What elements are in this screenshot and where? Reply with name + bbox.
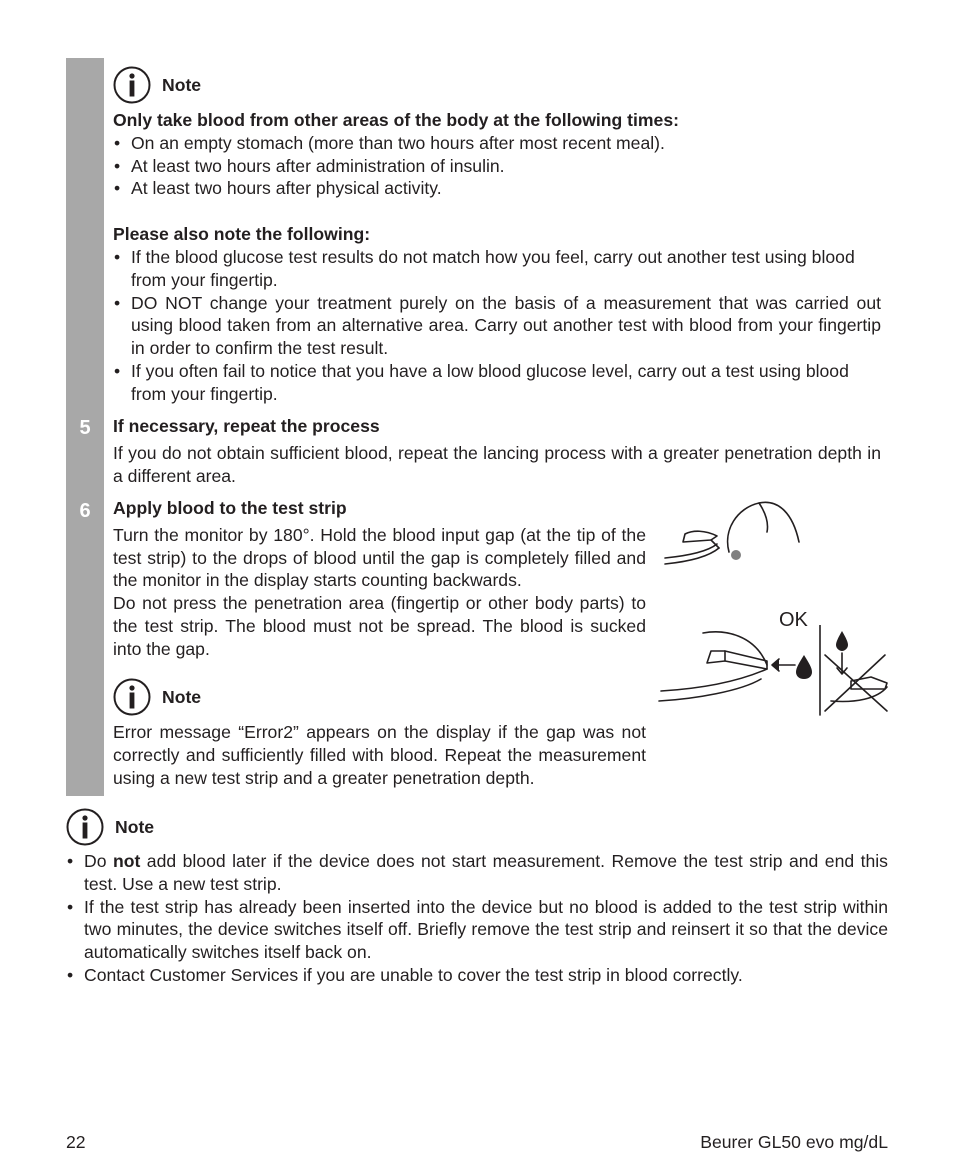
list-item: • If the test strip has already been inserted into the device but no blood is added to the test strip within two minutes, the device switches itself off. Briefly remove the test strip and reinsert it so that the device automatically switches itself back on. (66, 896, 888, 964)
bottom-note-list (66, 850, 888, 987)
note-body-top (113, 109, 881, 406)
info-icon (113, 66, 151, 104)
list-item: • On an empty stomach (more than two hours after most recent meal). (113, 132, 881, 155)
item-text: Do (84, 851, 113, 871)
step5-text: If you do not obtain sufficient blood, repeat the lancing process with a greater penetration depth in a different area. (113, 442, 881, 486)
step6-note-text: Error message “Error2” appears on the display if the gap was not correctly and sufficiently filled with blood. Repeat the measurement using a new test strip and a greater penetration depth. (113, 722, 646, 788)
step-number-6: 6 (79, 500, 91, 522)
product-name: Beurer GL50 evo mg/dL (700, 1132, 888, 1152)
list-item: • If you often fail to notice that you have a low blood glucose level, carry out a test using blood from your fingertip. (113, 360, 881, 406)
step5-title: If necessary, repeat the process (113, 416, 380, 436)
list-item (66, 850, 888, 896)
note-header-top (113, 65, 201, 105)
note-header-bottom (66, 807, 154, 847)
info-icon (113, 678, 151, 716)
step6-block (113, 497, 646, 661)
note-label: Note (115, 816, 155, 837)
step6-title: Apply blood to the test strip (113, 498, 347, 518)
list-item: • Contact Customer Services if you are unable to cover the test strip in blood correctly. (66, 964, 888, 987)
list-item: • DO NOT change your treatment purely on the basis of a measurement that was carried out using blood taken from an alternative area. Carry out another test with blood from your fingertip in order to confirm the test result. (113, 292, 881, 360)
info-icon (66, 808, 104, 846)
step-number-5: 5 (79, 417, 91, 439)
ok-label: OK (779, 609, 808, 631)
step5-block (113, 415, 881, 487)
item-text: add blood later if the device does not start measurement. Remove the test strip and end this test. Use a new test strip. (84, 851, 888, 894)
list-item: • If the blood glucose test results do not match how you feel, carry out another test using blood from your fingertip. (113, 246, 881, 292)
list-item: • At least two hours after physical activity. (113, 177, 881, 200)
note-label: Note (162, 74, 202, 95)
page-number: 22 (66, 1132, 86, 1152)
finger-illustration (655, 500, 815, 580)
note-label: Note (162, 686, 202, 707)
item-emphasis: not (112, 851, 141, 871)
step6-text2: Do not press the penetration area (fingertip or other body parts) to the test strip. The blood must not be spread. The blood is sucked into the gap. (113, 593, 646, 659)
test-strip-illustration (655, 625, 895, 717)
note-heading-also: Please also note the following: (113, 224, 371, 245)
note-header-step6 (113, 677, 201, 717)
step6-text1: Turn the monitor by 180°. Hold the blood input gap (at the tip of the test strip) to the drops of blood until the gap is completely filled and the monitor in the display starts counting backwards. (113, 524, 646, 591)
bottom-note-body (66, 850, 888, 987)
list-item: • At least two hours after administration of insulin. (113, 155, 881, 178)
note-heading-times: Only take blood from other areas of the body at the following times: (113, 110, 679, 130)
times-list (113, 132, 881, 200)
also-list (113, 246, 881, 406)
